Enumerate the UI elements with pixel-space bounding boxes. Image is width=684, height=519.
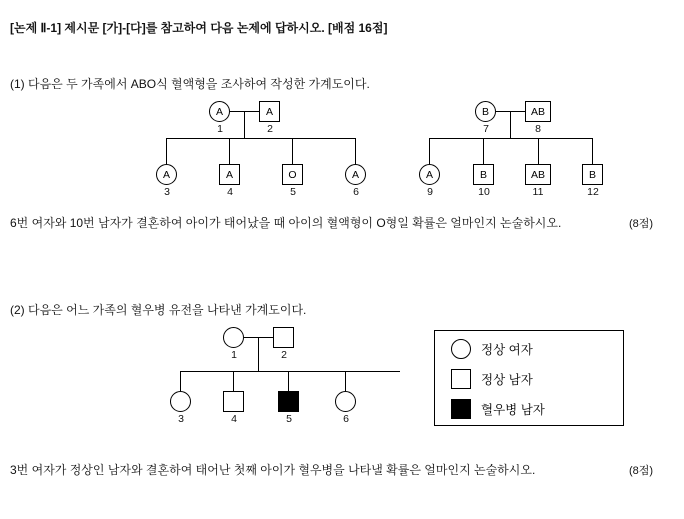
child-line-3	[180, 371, 181, 391]
individual-6-symbol	[335, 391, 356, 412]
legend-item-normal-male	[451, 369, 533, 389]
individual-2-symbol	[273, 327, 294, 348]
question-2-prompt: (2) 다음은 어느 가족의 혈우병 유전을 나타낸 가계도이다.	[10, 303, 307, 317]
legend-box	[434, 330, 624, 426]
individual-4-symbol: A	[219, 164, 240, 185]
question-1-text: 6번 여자와 10번 남자가 결혼하여 아이가 태어났을 때 아이의 혈액형이 O형일 확률은 얼마인지 논술하시오.	[10, 216, 562, 230]
individual-2-label: 2	[281, 349, 287, 361]
individual-4-label: 4	[231, 413, 237, 425]
individual-3-symbol: A	[156, 164, 177, 185]
legend-item-normal-female	[451, 339, 533, 359]
child-line-5	[288, 371, 289, 391]
individual-12-symbol: B	[582, 164, 603, 185]
sibship-line	[429, 138, 592, 139]
child-line-11	[538, 138, 539, 164]
individual-1-symbol	[223, 327, 244, 348]
individual-7-label: 7	[483, 123, 489, 135]
child-line-3	[166, 138, 167, 164]
individual-9-symbol: A	[419, 164, 440, 185]
individual-1-label: 1	[231, 349, 237, 361]
individual-5-symbol	[278, 391, 299, 412]
question-2-points: (8점)	[629, 465, 654, 477]
child-line-12	[592, 138, 593, 164]
individual-6-symbol: A	[345, 164, 366, 185]
individual-4-symbol	[223, 391, 244, 412]
question-1-points: (8점)	[629, 218, 654, 230]
individual-3-symbol	[170, 391, 191, 412]
individual-2-label: 2	[267, 123, 273, 135]
individual-2-symbol: A	[259, 101, 280, 122]
individual-4-label: 4	[227, 186, 233, 198]
individual-11-symbol: AB	[525, 164, 551, 185]
individual-8-symbol: AB	[525, 101, 551, 122]
legend-label: 정상 남자	[481, 373, 533, 387]
sibship-line	[180, 371, 400, 372]
legend-label: 정상 여자	[481, 343, 533, 357]
individual-9-label: 9	[427, 186, 433, 198]
page-title: [논제 Ⅱ-1] 제시문 [가]-[다]를 참고하여 다음 논제에 답하시오. [배점 16점]	[10, 21, 388, 35]
individual-1-symbol: A	[209, 101, 230, 122]
child-line-6	[345, 371, 346, 391]
individual-10-symbol: B	[473, 164, 494, 185]
descent-line	[258, 337, 259, 371]
child-line-9	[429, 138, 430, 164]
child-line-5	[292, 138, 293, 164]
sibship-line	[166, 138, 356, 139]
child-line-4	[229, 138, 230, 164]
individual-1-label: 1	[217, 123, 223, 135]
individual-12-label: 12	[587, 186, 599, 198]
individual-6-label: 6	[343, 413, 349, 425]
child-line-6	[355, 138, 356, 164]
individual-10-label: 10	[478, 186, 490, 198]
legend-label: 혈우병 남자	[481, 403, 545, 417]
question-1-prompt: (1) 다음은 두 가족에서 ABO식 혈액형을 조사하여 작성한 가계도이다.	[10, 77, 370, 91]
question-2-text: 3번 여자가 정상인 남자와 결혼하여 태어난 첫째 아이가 혈우병을 나타낼 확률은 얼마인지 논술하시오.	[10, 463, 536, 477]
individual-3-label: 3	[164, 186, 170, 198]
individual-5-symbol: O	[282, 164, 303, 185]
child-line-10	[483, 138, 484, 164]
individual-7-symbol: B	[475, 101, 496, 122]
individual-6-label: 6	[353, 186, 359, 198]
legend-item-hemophilia-male	[451, 399, 545, 419]
individual-5-label: 5	[286, 413, 292, 425]
circle-icon	[451, 339, 471, 359]
individual-11-label: 11	[532, 186, 544, 198]
child-line-4	[233, 371, 234, 391]
descent-line	[244, 111, 245, 138]
individual-3-label: 3	[178, 413, 184, 425]
individual-5-label: 5	[290, 186, 296, 198]
filled-square-icon	[451, 399, 471, 419]
square-icon	[451, 369, 471, 389]
descent-line	[510, 111, 511, 138]
individual-8-label: 8	[535, 123, 541, 135]
